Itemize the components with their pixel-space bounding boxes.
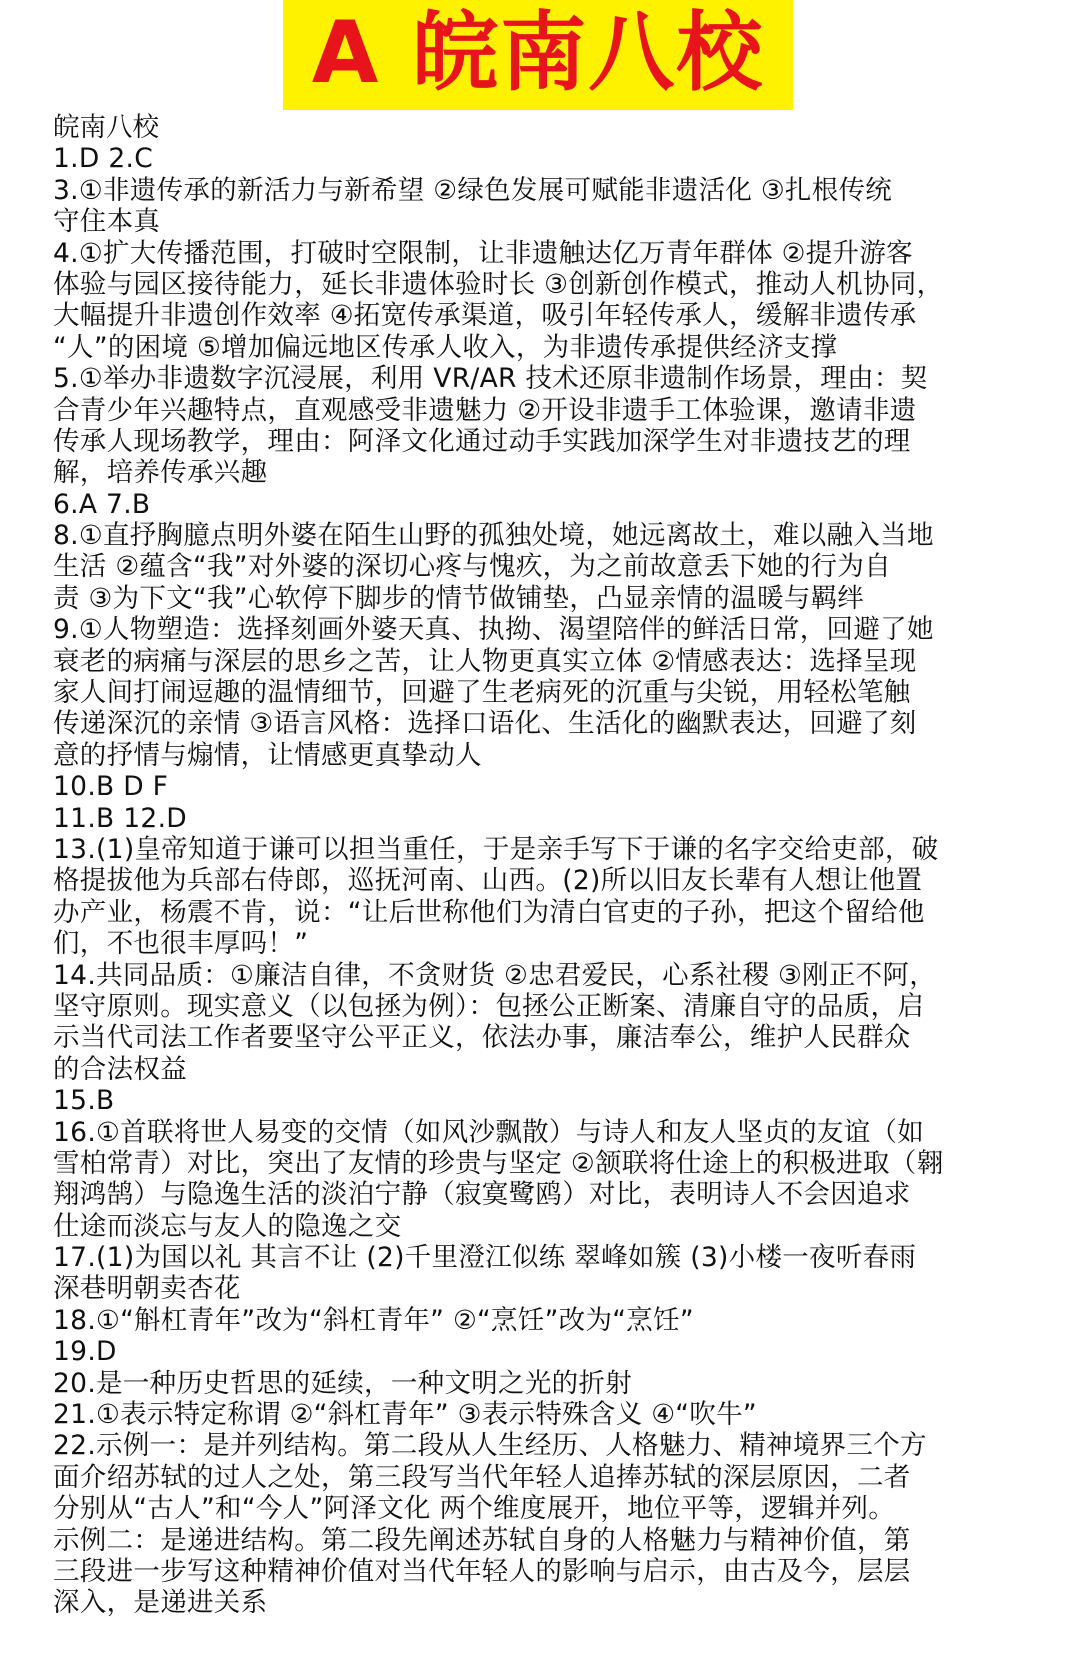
text-line: 21.①表示特定称谓 ②“斜杠青年” ③表示特殊含义 ④“吹牛” [53, 1399, 757, 1431]
text-line: 体验与园区接待能力，延长非遗体验时长 ③创新创作模式，推动人机协同， [53, 268, 944, 300]
text-line: 解，培养传承兴趣 [53, 457, 268, 489]
text-line: 格提拔他为兵部右侍郎，巡抚河南、山西。(2)所以旧友长辈有人想让他置 [53, 865, 923, 897]
text-line: “人”的困境 ⑤增加偏远地区传承人收入，为非遗传承提供经济支撑 [53, 331, 838, 363]
text-line: 们，不也很丰厚吗！” [53, 928, 309, 960]
text-line: 分别从“古人”和“今人”阿泽文化 两个维度展开，地位平等，逻辑并列。 [53, 1493, 896, 1525]
text-line: 14.共同品质：①廉洁自律，不贪财货 ②忠君爱民，心系社稷 ③刚正不阿， [53, 959, 937, 991]
text-line: 传承人现场教学，理由：阿泽文化通过动手实践加深学生对非遗技艺的理 [53, 425, 911, 457]
text-line: 9.①人物塑造：选择刻画外婆天真、执拗、渴望陪伴的鲜活日常，回避了她 [53, 614, 934, 646]
text-line: 16.①首联将世人易变的交情（如风沙飘散）与诗人和友人坚贞的友谊（如 [53, 1116, 925, 1148]
text-line: 11.B 12.D [53, 802, 187, 834]
text-line: 1.D 2.C [53, 143, 153, 175]
text-line: 守住本真 [53, 206, 161, 238]
text-line: 大幅提升非遗创作效率 ④拓宽传承渠道，吸引年轻传承人，缓解非遗传承 [53, 300, 917, 332]
text-line: 传递深沉的亲情 ③语言风格：选择口语化、生活化的幽默表达，回避了刻 [53, 708, 917, 740]
text-line: 4.①扩大传播范围，打破时空限制，让非遗触达亿万青年群体 ②提升游客 [53, 237, 913, 269]
title-banner [283, 0, 793, 110]
text-line: 的合法权益 [53, 1053, 187, 1085]
answer-key-text [53, 112, 1025, 1619]
text-line: 5.①举办非遗数字沉浸展，利用 VR/AR 技术还原非遗制作场景，理由：契 [53, 363, 928, 395]
text-line: 办产业，杨震不肯，说：“让后世称他们为清白官吏的子孙，把这个留给他 [53, 896, 925, 928]
text-line: 雪柏常青）对比，突出了友情的珍贵与坚定 ②颔联将仕途上的积极进取（翱 [53, 1147, 944, 1179]
text-line: 坚守原则。现实意义（以包拯为例）：包拯公正断案、清廉自守的品质，启 [53, 990, 925, 1022]
text-line: 15.B [53, 1085, 115, 1117]
text-line: 深入，是递进关系 [53, 1587, 268, 1619]
text-line: 翔鸿鹄）与隐逸生活的淡泊宁静（寂寞鹭鸥）对比，表明诗人不会因追求 [53, 1179, 911, 1211]
text-line: 3.①非遗传承的新活力与新希望 ②绿色发展可赋能非遗活化 ③扎根传统 [53, 174, 893, 206]
text-line: 18.①“斛杠青年”改为“斜杠青年” ②“烹饪”改为“烹饪” [53, 1304, 694, 1336]
text-line: 仕途而淡忘与友人的隐逸之交 [53, 1210, 402, 1242]
text-line: 示例二：是递进结构。第二段先阐述苏轼自身的人格魅力与精神价值，第 [53, 1524, 911, 1556]
text-line: 三段进一步写这种精神价值对当代年轻人的影响与启示，由古及今，层层 [53, 1555, 911, 1587]
text-line: 10.B D F [53, 771, 169, 803]
text-line: 8.①直抒胸臆点明外婆在陌生山野的孤独处境，她远离故土，难以融入当地 [53, 520, 934, 552]
banner-title: A 皖南八校 [311, 3, 765, 103]
text-line: 责 ③为下文“我”心软停下脚步的情节做铺垫，凸显亲情的温暖与羁绊 [53, 582, 865, 614]
text-line: 生活 ②蕴含“我”对外婆的深切心疼与愧疚，为之前故意丢下她的行为自 [53, 551, 892, 583]
text-line: 19.D [53, 1336, 117, 1368]
text-line: 家人间打闹逗趣的温情细节，回避了生老病死的沉重与尖锐，用轻松笔触 [53, 677, 911, 709]
text-line: 22.示例一：是并列结构。第二段从人生经历、人格魅力、精神境界三个方 [53, 1430, 927, 1462]
text-line: 意的抒情与煽情，让情感更真挚动人 [53, 739, 482, 771]
text-line: 20.是一种历史哲思的延续，一种文明之光的折射 [53, 1367, 633, 1399]
section-heading: 皖南八校 [53, 112, 159, 143]
text-line: 17.(1)为国以礼 其言不让 (2)千里澄江似练 翠峰如簇 (3)小楼一夜听春雨 [53, 1242, 917, 1274]
text-line: 深巷明朝卖杏花 [53, 1273, 241, 1305]
text-line: 6.A 7.B [53, 488, 151, 520]
text-line: 13.(1)皇帝知道于谦可以担当重任，于是亲手写下于谦的名字交给吏部，破 [53, 833, 939, 865]
text-line: 合青少年兴趣特点，直观感受非遗魅力 ②开设非遗手工体验课，邀请非遗 [53, 394, 917, 426]
text-line: 面介绍苏轼的过人之处，第三段写当代年轻人追捧苏轼的深层原因，二者 [53, 1461, 911, 1493]
text-line: 衰老的病痛与深层的思乡之苦，让人物更真实立体 ②情感表达：选择呈现 [53, 645, 917, 677]
text-line: 示当代司法工作者要坚守公平正义，依法办事，廉洁奉公，维护人民群众 [53, 1022, 911, 1054]
